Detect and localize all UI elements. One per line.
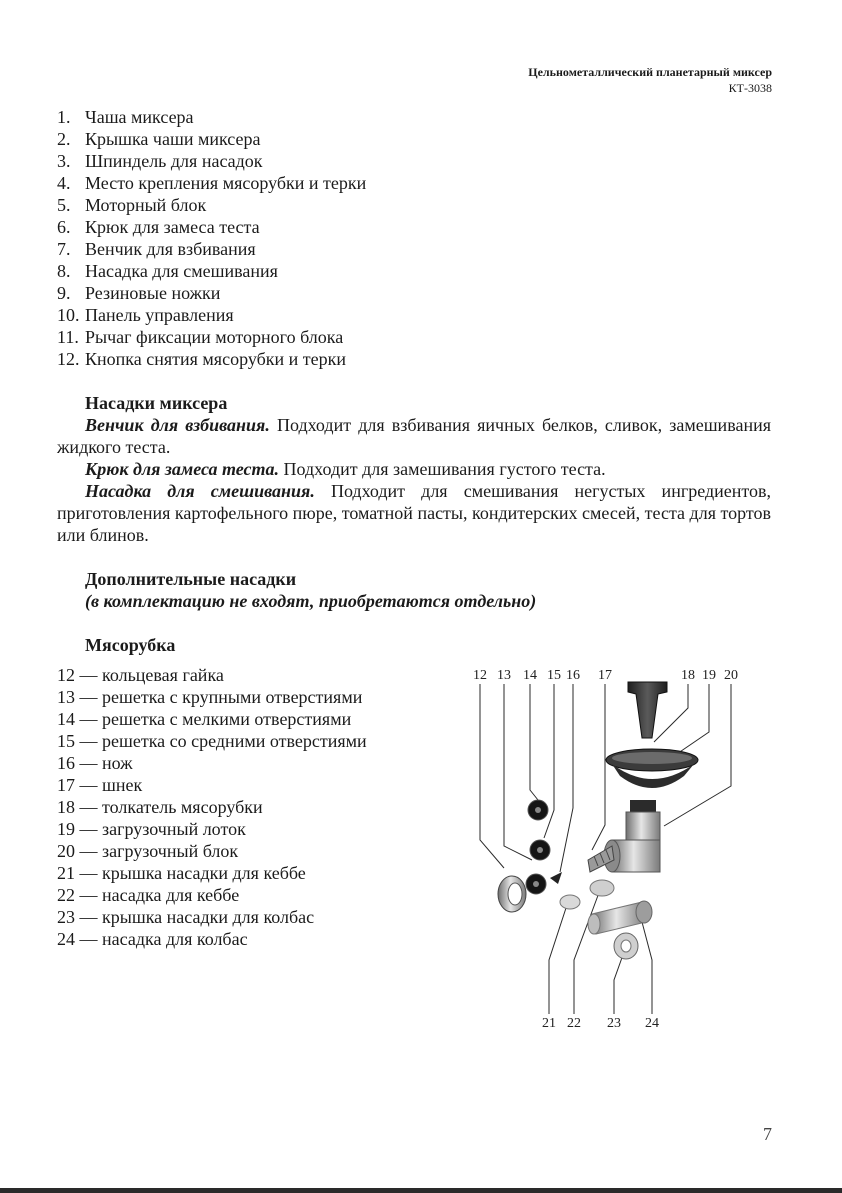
list-item: 22 — насадка для кеббе <box>57 885 240 905</box>
label-20: 20 <box>724 668 738 683</box>
list-item: 24 — насадка для колбас <box>57 929 248 949</box>
list-item: 20 — загрузочный блок <box>57 841 239 861</box>
knife-icon <box>550 872 562 884</box>
label-15: 15 <box>547 668 561 683</box>
label-21: 21 <box>542 1016 556 1031</box>
list-item: 23 — крышка насадки для колбас <box>57 907 315 927</box>
sausage-flange-icon <box>636 901 652 923</box>
kebbe-attachment-icon <box>590 880 614 896</box>
item-label: Место крепления мясорубки и терки <box>85 173 367 193</box>
kebbe-cover-icon <box>560 895 580 909</box>
item-number: 6. <box>57 217 71 237</box>
list-item <box>57 216 366 238</box>
item-number: 9. <box>57 283 71 303</box>
list-item <box>57 106 366 128</box>
ring-nut-hole-icon <box>508 883 522 905</box>
list-item <box>57 238 366 260</box>
item-number: 3. <box>57 151 71 171</box>
list-item <box>57 260 366 282</box>
list-item: 14 — решетка с мелкими отверстиями <box>57 709 352 729</box>
label-14: 14 <box>523 668 537 683</box>
meat-grinder-diagram <box>462 660 752 1040</box>
dough-hook-paragraph <box>57 458 771 480</box>
list-item: 18 — толкатель мясорубки <box>57 797 263 817</box>
item-number: 2. <box>57 129 71 149</box>
item-label: Насадка для смешивания <box>85 261 278 281</box>
label-19: 19 <box>702 668 716 683</box>
list-item: 17 — шнек <box>57 775 143 795</box>
item-number: 11. <box>57 327 79 347</box>
item-label: Крышка чаши миксера <box>85 129 261 149</box>
label-22: 22 <box>567 1016 581 1031</box>
document-title: Цельнометаллический планетарный миксер <box>528 65 772 79</box>
tray-rim-icon <box>612 752 692 764</box>
sausage-cover-hole-icon <box>621 940 631 952</box>
parts-list <box>57 106 366 370</box>
whisk-lead: Венчик для взбивания. <box>85 415 270 435</box>
attachments-descriptions <box>57 414 771 546</box>
list-item: 13 — решетка с крупными отверстиями <box>57 687 363 707</box>
list-item <box>57 326 366 348</box>
list-item <box>57 150 366 172</box>
dough-hook-text: Подходит для замешивания густого теста. <box>279 459 606 479</box>
fine-plate-hole-icon <box>535 807 541 813</box>
model-number: КТ-3038 <box>728 81 772 95</box>
page-number: 7 <box>763 1124 772 1144</box>
item-number: 1. <box>57 107 71 127</box>
label-23: 23 <box>607 1016 621 1031</box>
item-number: 5. <box>57 195 71 215</box>
item-number: 10. <box>57 305 80 325</box>
list-item <box>57 304 366 326</box>
label-16: 16 <box>566 668 580 683</box>
list-item: 21 — крышка насадки для кеббе <box>57 863 306 883</box>
mixing-lead: Насадка для смешивания. <box>85 481 315 501</box>
label-13: 13 <box>497 668 511 683</box>
mixing-paragraph <box>57 480 771 546</box>
item-label: Моторный блок <box>85 195 207 215</box>
medium-plate-hole-icon <box>537 847 543 853</box>
item-label: Венчик для взбивания <box>85 239 256 259</box>
label-12: 12 <box>473 668 487 683</box>
pusher-icon <box>628 682 667 738</box>
grinder-parts-list <box>57 664 367 950</box>
item-number: 4. <box>57 173 71 193</box>
mixing-text: Подходит для смешивания негустых ингредиентов, приготовления картофельного пюре, томатной пасты, кондитерских смесей, теста для тортов или блинов. <box>57 481 771 545</box>
list-item <box>57 282 366 304</box>
list-item <box>57 128 366 150</box>
whisk-text: Подходит для взбивания яичных белков, сливок, замешивания жидкого теста. <box>57 415 771 457</box>
label-18: 18 <box>681 668 695 683</box>
item-label: Шпиндель для насадок <box>85 151 263 171</box>
item-label: Кнопка снятия мясорубки и терки <box>85 349 346 369</box>
list-item <box>57 194 366 216</box>
item-label: Крюк для замеса теста <box>85 217 260 237</box>
grinder-heading: Мясорубка <box>85 635 176 655</box>
whisk-paragraph <box>57 414 771 458</box>
page-header <box>528 64 772 96</box>
extra-attachments-heading: Дополнительные насадки <box>85 569 297 589</box>
bottom-rule <box>0 1188 842 1193</box>
list-item: 19 — загрузочный лоток <box>57 819 246 839</box>
attachments-heading: Насадки миксера <box>85 393 228 413</box>
item-number: 12. <box>57 349 80 369</box>
item-label: Резиновые ножки <box>85 283 221 303</box>
item-label: Рычаг фиксации моторного блока <box>85 327 344 347</box>
coarse-plate-hole-icon <box>533 881 539 887</box>
list-item <box>57 172 366 194</box>
item-number: 7. <box>57 239 71 259</box>
item-label: Панель управления <box>85 305 234 325</box>
list-item <box>57 348 366 370</box>
item-number: 8. <box>57 261 71 281</box>
extra-attachments-note: (в комплектацию не входят, приобретаются отдельно) <box>85 591 537 611</box>
list-item: 12 — кольцевая гайка <box>57 665 224 685</box>
dough-hook-lead: Крюк для замеса теста. <box>85 459 280 479</box>
list-item: 15 — решетка со средними отверстиями <box>57 731 367 751</box>
label-17: 17 <box>598 668 612 683</box>
label-24: 24 <box>645 1016 659 1031</box>
list-item: 16 — нож <box>57 753 133 773</box>
sausage-tip-icon <box>588 914 600 934</box>
item-label: Чаша миксера <box>85 107 194 127</box>
